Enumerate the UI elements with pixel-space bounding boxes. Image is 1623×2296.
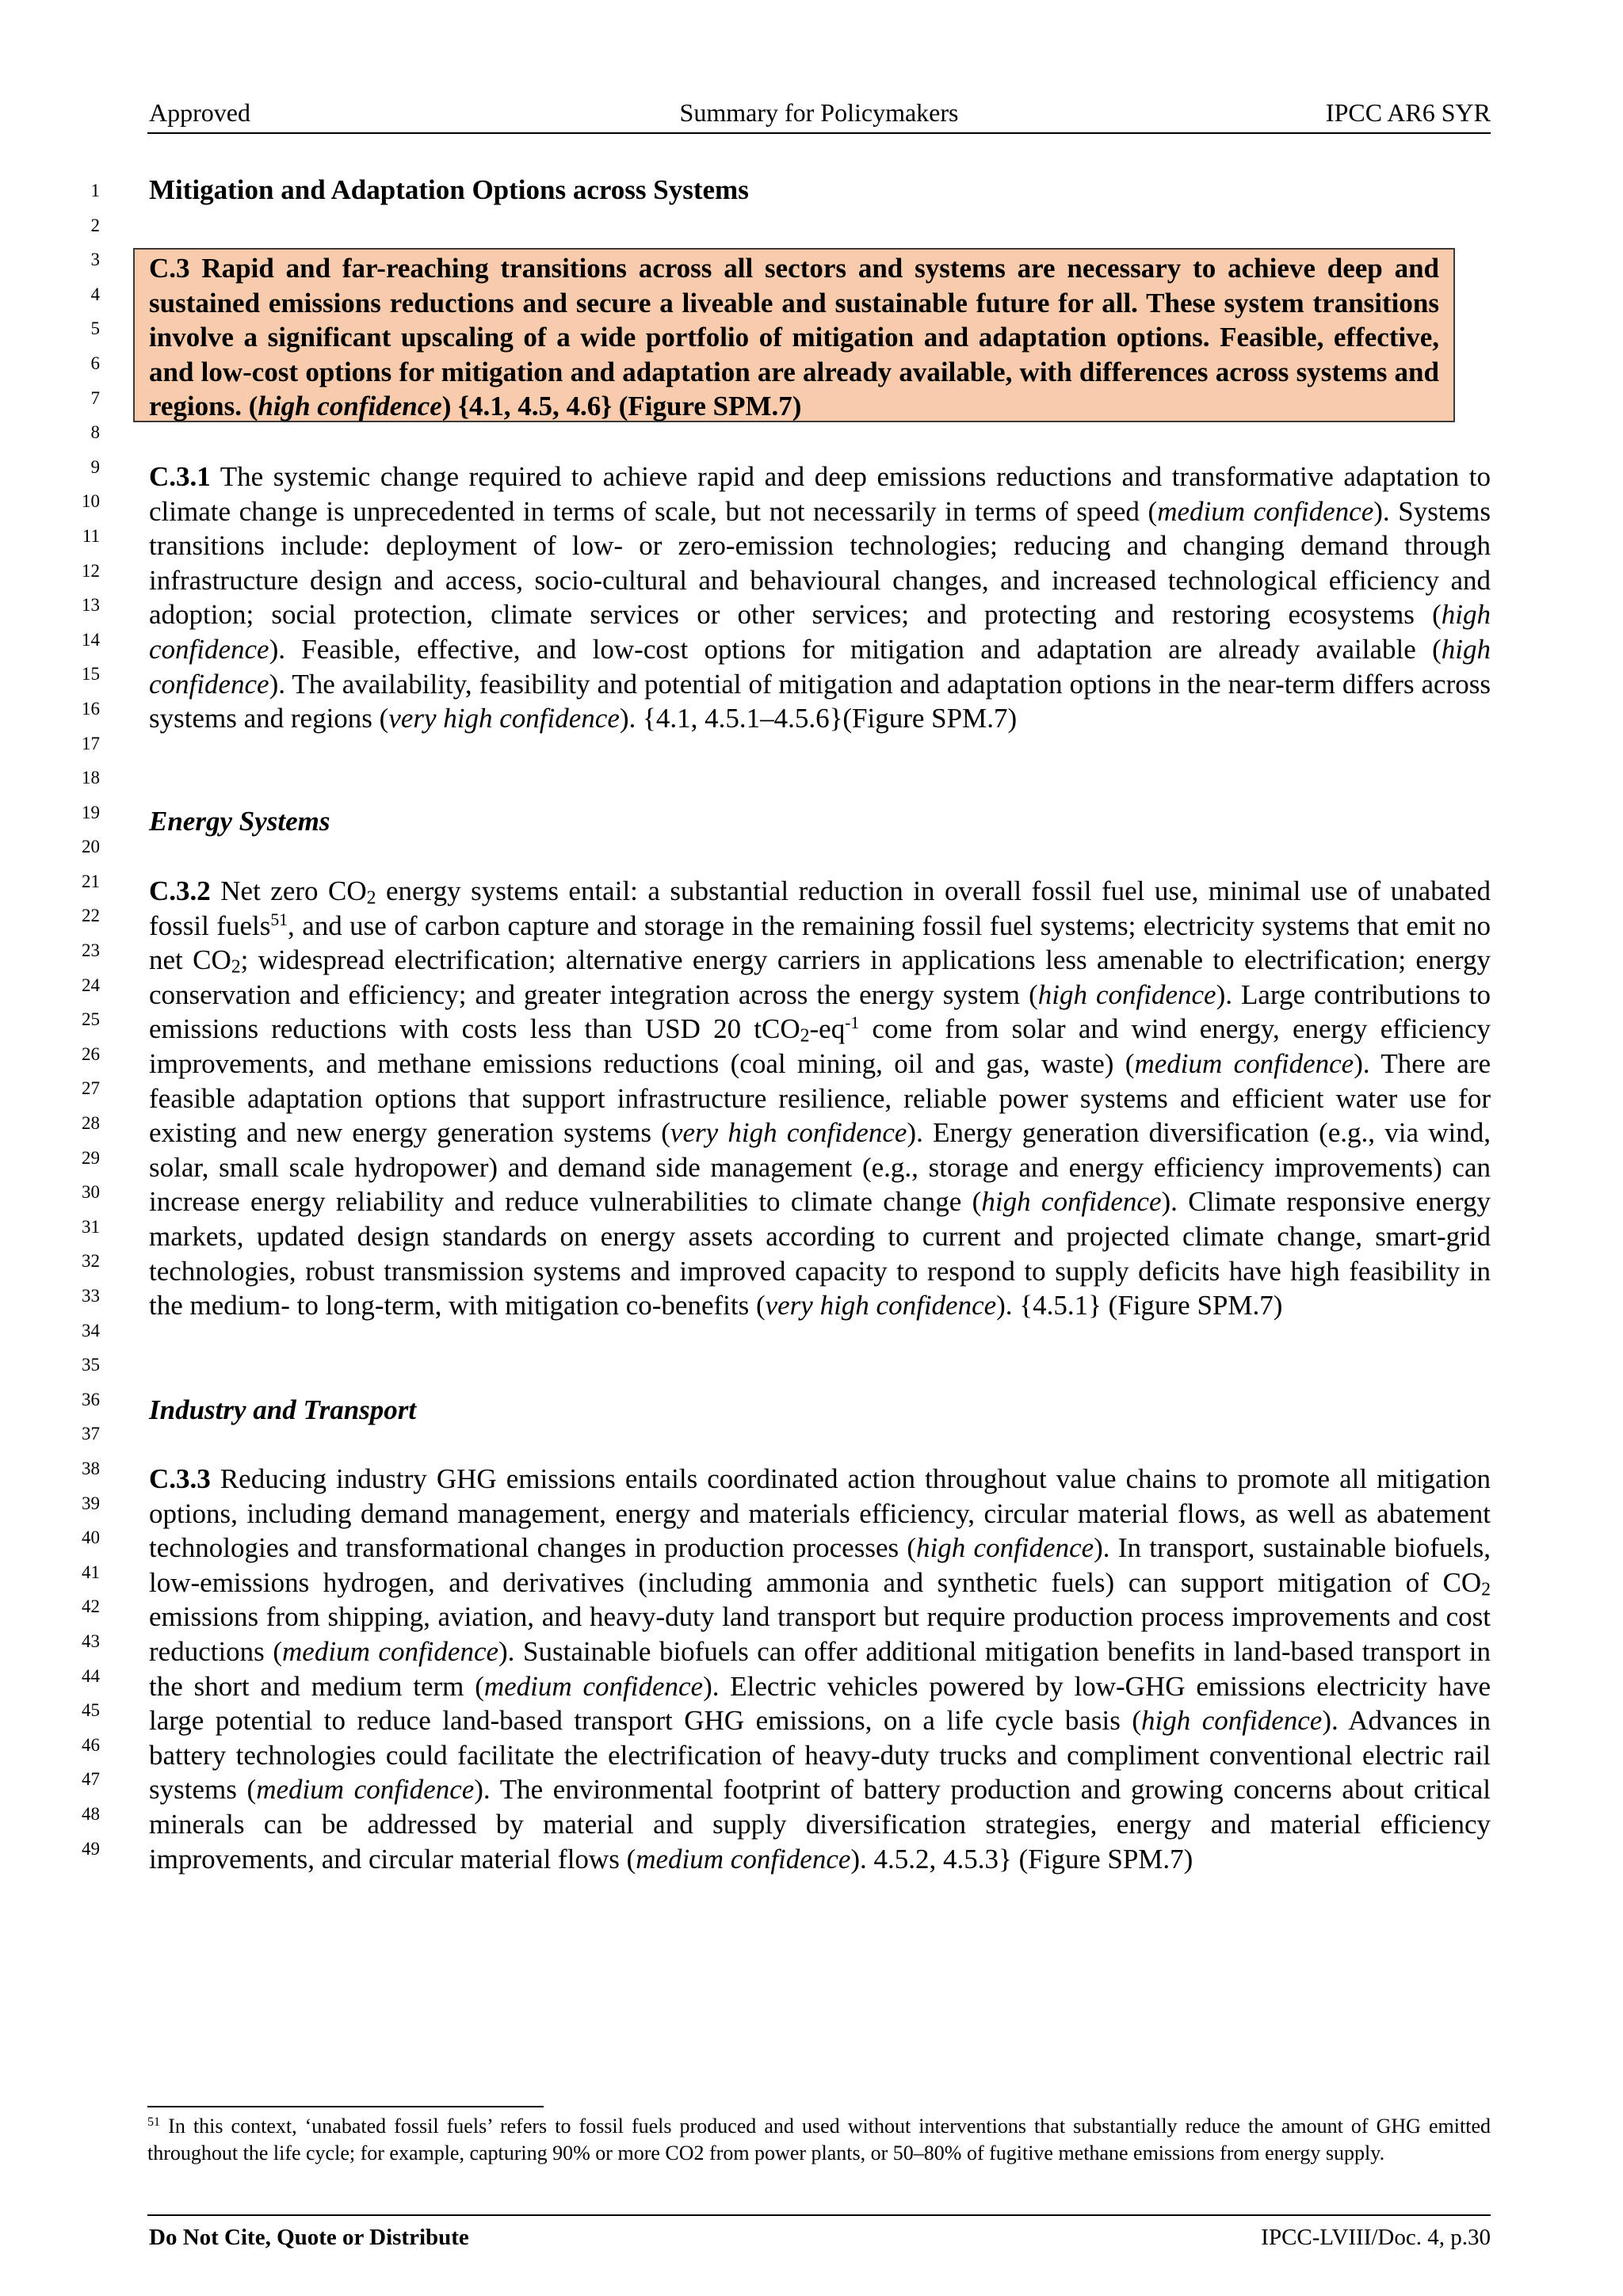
footer-notice: Do Not Cite, Quote or Distribute <box>149 2225 469 2250</box>
line-number: 12 <box>82 560 100 581</box>
headline-box <box>133 248 1455 422</box>
line-number: 5 <box>90 318 100 339</box>
line-number: 36 <box>82 1389 100 1409</box>
header-rule <box>147 132 1491 134</box>
line-number: 17 <box>82 733 100 753</box>
line-number: 21 <box>82 871 100 891</box>
footnote-number: 51 <box>147 2115 161 2130</box>
line-number: 43 <box>82 1630 100 1651</box>
line-number: 26 <box>82 1043 100 1064</box>
line-number: 15 <box>82 664 100 685</box>
line-number: 49 <box>82 1838 100 1859</box>
line-number: 33 <box>82 1286 100 1306</box>
line-number: 41 <box>82 1562 100 1582</box>
line-number: 24 <box>82 974 100 995</box>
line-number: 27 <box>82 1078 100 1099</box>
headline-statement: C.3 Rapid and far-reaching transitions across all sectors and systems are necessary to achieve deep and sustained emissions reductions and secure a liveable and sustainable future for all. These system transitions involve a significant upscaling of a wide portfolio of mitigation and adaptation options. Feasible, effective, and low-cost options for mitigation and adaptation are already available, with differences across systems and regions. (high confidence) {4.1, 4.5, 4.6} (Figure SPM.7) <box>149 253 1439 422</box>
line-number: 44 <box>82 1665 100 1686</box>
footnote: $^{51}$ In this context, ‘unabated fossil fuels’ refers to fossil fuels produced and used without interventions that substantially reduce the amount of GHG emitted throughout the life cycle; for example, capturing 90% or more CO2 from power plants, or 50–80% of fugitive methane emissions from energy supply. <box>147 2115 1491 2164</box>
line-number: 4 <box>90 284 100 304</box>
page-header <box>147 98 1491 130</box>
line-number: 37 <box>82 1424 100 1444</box>
line-number: 32 <box>82 1251 100 1272</box>
line-number: 25 <box>82 1009 100 1030</box>
line-number: 45 <box>82 1700 100 1721</box>
paragraph-label: C.3.3 <box>149 1463 211 1494</box>
line-number: 20 <box>82 837 100 857</box>
footer-doc-ref: IPCC-LVIII/Doc. 4, p.30 <box>1261 2225 1491 2250</box>
paragraph-label: C.3.2 <box>149 875 211 906</box>
line-number: 2 <box>90 215 100 235</box>
line-number: 23 <box>82 940 100 961</box>
line-number: 7 <box>90 387 100 408</box>
line-number: 14 <box>82 629 100 650</box>
line-number: 34 <box>82 1320 100 1341</box>
header-report: IPCC AR6 SYR <box>1325 98 1491 127</box>
line-number: 39 <box>82 1493 100 1513</box>
line-number: 46 <box>82 1734 100 1755</box>
line-number: 19 <box>82 802 100 822</box>
confidence-label: high confidence <box>258 391 442 422</box>
line-number: 16 <box>82 698 100 719</box>
footer-rule <box>147 2214 1491 2216</box>
line-number: 8 <box>90 422 100 443</box>
line-number: 1 <box>90 181 100 200</box>
header-title: Summary for Policymakers <box>679 98 959 127</box>
line-number: 38 <box>82 1458 100 1478</box>
line-number: 29 <box>82 1147 100 1168</box>
line-number: 42 <box>82 1596 100 1617</box>
footnote-rule <box>147 2106 544 2107</box>
line-number: 10 <box>82 491 100 512</box>
line-number: 30 <box>82 1182 100 1203</box>
paragraph-c32: C.3.2 Net zero $CO_2$ energy systems entail: a substantial reduction in overall fossil fuel use, minimal use of unabated fossil fuels$^{51}$, and use of carbon capture and storage in the remaining fossil fuel systems; electricity systems that emit no net $CO_2$; widespread electrification; alternative energy carriers in applications less amenable to electrification; energy conservation and efficiency; and greater integration across the energy system (high confidence). Large contributions to emissions reductions with costs less than USD 20 $tCO_2-eq^{-1}$ come from solar and wind energy, energy efficiency improvements, and methane emissions reductions (coal mining, oil and gas, waste) (medium confidence). There are feasible adaptation options that support infrastructure resilience, reliable power systems and efficient water use for existing and new energy generation systems (very high confidence). Energy generation diversification (e.g., via wind, solar, small scale hydropower) and demand side management (e.g., storage and energy efficiency improvements) can increase energy reliability and reduce vulnerabilities to climate change (high confidence). Climate responsive energy markets, updated design standards on energy assets according to current and projected climate change, smart-grid technologies, robust transmission systems and improved capacity to respond to supply deficits have high feasibility in the medium- to long-term, with mitigation co-benefits (very high confidence). {4.5.1} (Figure SPM.7) <box>149 875 1491 1322</box>
footnote-reference: 51 <box>270 910 288 929</box>
line-number: 35 <box>82 1355 100 1375</box>
header-status: Approved <box>149 98 250 127</box>
line-number: 28 <box>82 1113 100 1134</box>
line-number: 40 <box>82 1527 100 1548</box>
line-number: 6 <box>90 353 100 373</box>
paragraph-c33: C.3.3 Reducing industry GHG emissions entails coordinated action throughout value chains to promote all mitigation options, including demand management, energy and materials efficiency, circular material flows, as well as abatement technologies and transformational changes in production processes (high confidence). In transport, sustainable biofuels, low-emissions hydrogen, and derivatives (including ammonia and synthetic fuels) can support mitigation of $CO_2$ emissions from shipping, aviation, and heavy-duty land transport but require production process improvements and cost reductions (medium confidence). Sustainable biofuels can offer additional mitigation benefits in land-based transport in the short and medium term (medium confidence). Electric vehicles powered by low-GHG emissions electricity have large potential to reduce land-based transport GHG emissions, on a life cycle basis (high confidence). Advances in battery technologies could facilitate the electrification of heavy-duty trucks and compliment conventional electric rail systems (medium confidence). The environmental footprint of battery production and growing concerns about critical minerals can be addressed by material and supply diversification strategies, energy and material efficiency improvements, and circular material flows (medium confidence). 4.5.2, 4.5.3} (Figure SPM.7) <box>149 1463 1491 1875</box>
line-number: 3 <box>90 250 100 270</box>
line-number: 47 <box>82 1769 100 1790</box>
paragraph-c31: C.3.1 The systemic change required to achieve rapid and deep emissions reductions and transformative adaptation to climate change is unprecedented in terms of scale, but not necessarily in terms of speed (medium confidence). Systems transitions include: deployment of low- or zero-emission technologies; reducing and changing demand through infrastructure design and access, socio-cultural and behavioural changes, and increased technological efficiency and adoption; social protection, climate services or other services; and protecting and restoring ecosystems (high confidence). Feasible, effective, and low-cost options for mitigation and adaptation are already available (high confidence). The availability, feasibility and potential of mitigation and adaptation options in the near-term differs across systems and regions (very high confidence). {4.1, 4.5.1–4.5.6}(Figure SPM.7) <box>149 461 1491 734</box>
line-number: 9 <box>90 456 100 477</box>
paragraph-label: C.3.1 <box>149 461 211 492</box>
line-number: 22 <box>82 906 100 926</box>
line-number: 13 <box>82 595 100 616</box>
line-numbers <box>71 174 100 1866</box>
line-number: 31 <box>82 1216 100 1237</box>
section-title: Mitigation and Adaptation Options across Systems <box>149 174 749 205</box>
line-number: 11 <box>82 525 100 546</box>
line-number: 18 <box>82 768 100 788</box>
subheading-industry-transport: Industry and Transport <box>149 1394 417 1425</box>
line-number: 48 <box>82 1803 100 1824</box>
subheading-energy-systems: Energy Systems <box>149 806 330 837</box>
page-footer <box>147 2225 1491 2256</box>
